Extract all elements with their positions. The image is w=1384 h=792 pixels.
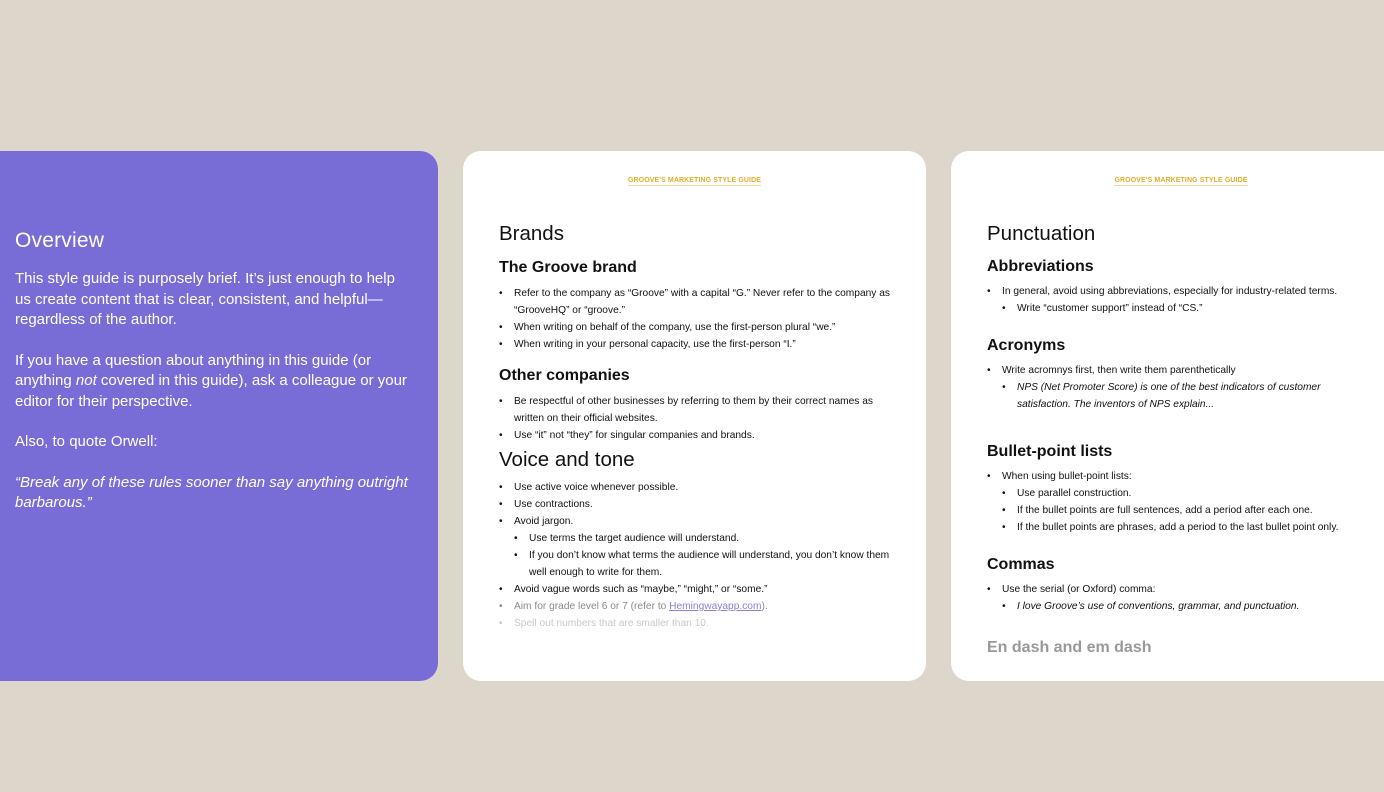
bullet-point-lists-heading: Bullet-point lists: [987, 443, 1113, 460]
overview-card: [0, 151, 438, 681]
groove-brand-heading: The Groove brand: [499, 259, 637, 276]
sub-list-item: • Use terms the target audience will understand.: [499, 530, 890, 547]
list-item: • When writing on behalf of the company, use the first-person plural “we.”: [499, 319, 890, 336]
list-item: • When writing in your personal capacity, use the first-person “I.”: [499, 336, 890, 353]
list-item-grade-level: [499, 598, 890, 615]
brands-title: Brands: [499, 222, 564, 245]
acronyms-heading: Acronyms: [987, 337, 1066, 354]
list-item: • Use “it” not “they” for singular companies and brands.: [499, 427, 890, 444]
sub-list-item: • If the bullet points are full sentences, add a period after each one.: [987, 502, 1375, 519]
voice-and-tone-list: [499, 479, 890, 632]
list-item: • Avoid vague words such as “maybe,” “might,” or “some.”: [499, 581, 890, 598]
list-item: • Use contractions.: [499, 496, 890, 513]
list-item: • Write acromnys first, then write them parenthetically: [987, 362, 1375, 379]
brands-document-page: [463, 151, 926, 681]
list-item: • Spell out numbers that are smaller than 10.: [499, 615, 890, 632]
grade-level-text-b: ).: [761, 601, 768, 612]
overview-title: Overview: [15, 229, 105, 252]
other-companies-heading: Other companies: [499, 367, 630, 384]
list-item: • Refer to the company as “Groove” with a capital “G.” Never refer to the company as “GrooveHQ” or “groove.”: [499, 285, 890, 319]
sub-list-item: • If the bullet points are phrases, add a period to the last bullet point only.: [987, 519, 1375, 536]
abbreviations-list: [987, 283, 1375, 317]
list-item: • Use active voice whenever possible.: [499, 479, 890, 496]
style-guide-header: [499, 177, 890, 184]
punctuation-title: Punctuation: [987, 222, 1096, 245]
groove-brand-list: [499, 285, 890, 353]
overview-paragraph-2-part-a: If you have a question about anything in this guide (or anything: [15, 351, 372, 389]
overview-paragraph-3: Also, to quote Orwell:: [15, 433, 158, 450]
sub-list-item: • I love Groove’s use of conventions, grammar, and punctuation.: [987, 598, 1375, 615]
list-item: • Be respectful of other businesses by referring to them by their correct names as written on their official websites.: [499, 393, 890, 427]
voice-and-tone-title: Voice and tone: [499, 448, 635, 471]
commas-list: [987, 581, 1375, 615]
sub-list-item: • If you don’t know what terms the audience will understand, you don’t know them well enough to write for them.: [499, 547, 890, 581]
sub-list-item: • NPS (Net Promoter Score) is one of the best indicators of customer satisfaction. The inventors of NPS explain...: [987, 379, 1375, 413]
overview-paragraph-1: This style guide is purposely brief. It’s just enough to help us create content that is clear, consistent, and helpful—regardless of the author.: [15, 270, 395, 328]
acronyms-list: [987, 362, 1375, 413]
overview-paragraph-2-part-b: covered in this guide), ask a colleague or your editor for their perspective.: [15, 372, 407, 410]
orwell-quote: “Break any of these rules sooner than say anything outright barbarous.”: [15, 473, 408, 511]
style-guide-header-label: GROOVE'S MARKETING STYLE GUIDE: [1114, 177, 1248, 184]
list-item: • Avoid jargon.: [499, 513, 890, 530]
style-guide-header: [987, 177, 1375, 184]
en-dash-em-dash-heading: En dash and em dash: [987, 639, 1152, 656]
grade-level-text-a: Aim for grade level 6 or 7 (refer to: [514, 601, 670, 612]
other-companies-list: [499, 393, 890, 444]
overview-paragraph-2: [15, 351, 414, 413]
style-guide-header-label: GROOVE'S MARKETING STYLE GUIDE: [627, 177, 761, 184]
bullet-point-lists-list: [987, 468, 1375, 536]
list-item: • In general, avoid using abbreviations, especially for industry-related terms.: [987, 283, 1375, 300]
sub-list-item: • Use parallel construction.: [987, 485, 1375, 502]
commas-heading: Commas: [987, 556, 1055, 573]
punctuation-document-page: [951, 151, 1384, 681]
overview-paragraph-2-emphasis: not: [75, 372, 97, 389]
list-item: • When using bullet-point lists:: [987, 468, 1375, 485]
hemingwayapp-link[interactable]: Hemingwayapp.com: [669, 601, 762, 612]
sub-list-item: • Write “customer support” instead of “CS.”: [987, 300, 1375, 317]
list-item: • Use the serial (or Oxford) comma:: [987, 581, 1375, 598]
abbreviations-heading: Abbreviations: [987, 258, 1094, 275]
